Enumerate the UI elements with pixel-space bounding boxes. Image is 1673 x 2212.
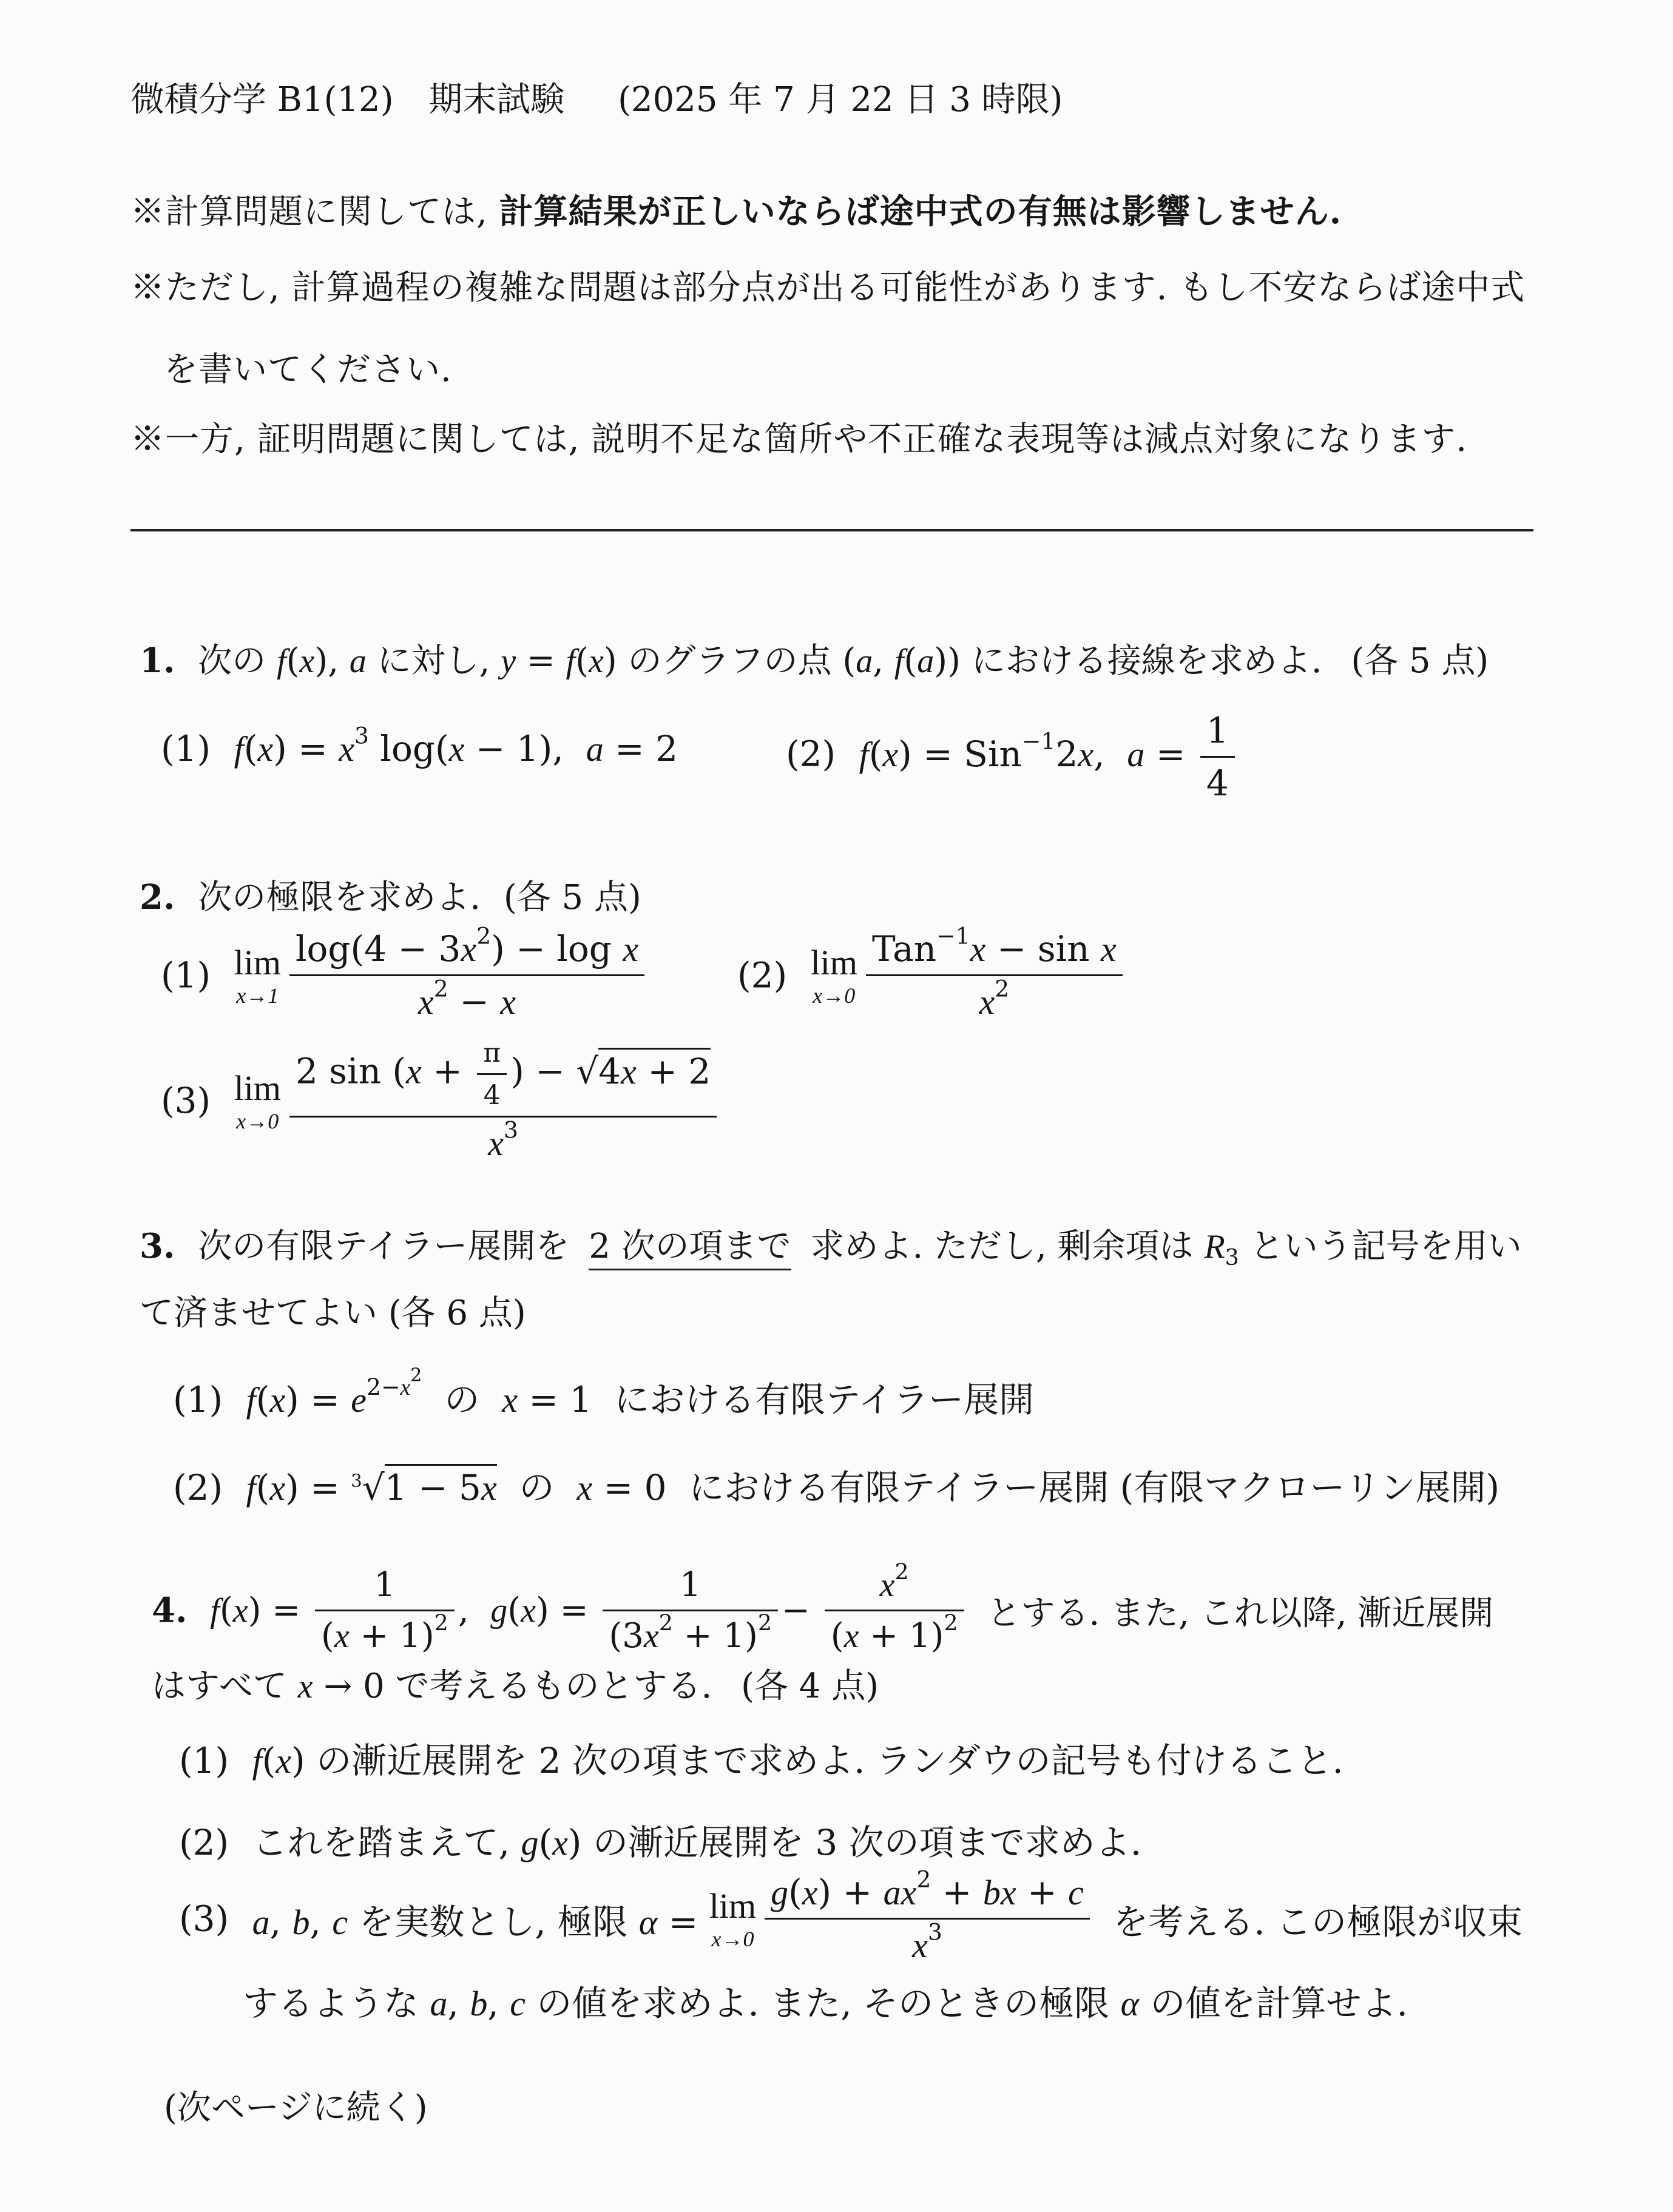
question-4-cont: はすべて x → 0 で考えるものとする. (各 4 点) xyxy=(152,1667,879,1706)
question-3: 3. 次の有限テイラー展開を 2 次の項まで 求めよ. ただし, 剰余項は $R_3$ という記号を用い xyxy=(140,1226,1522,1271)
q3-underlined: 2 次の項まで xyxy=(589,1227,791,1270)
note-2-cont: を書いてください. xyxy=(164,350,452,389)
exam-type: 期末試験 xyxy=(428,80,565,120)
question-4: 4. f(x) = $\frac{1}{(x + 1)^2}$ , g(x) = $\frac{1}{(3x^2 + 1)^2}$ − $\frac{x^2}{(x + 1)^2}$ とする. また, これ以降, 漸近展開 xyxy=(152,1559,1494,1656)
q2-part-1: (1) lim x→1 $\frac{\log(4 - 3x^2) - \log x}{x^2 - x}$ xyxy=(161,928,648,1022)
exam-date: (2025 年 7 月 22 日 3 時限) xyxy=(618,80,1063,120)
note-1-bold: 計算結果が正しいならば途中式の有無は影響しません. xyxy=(499,192,1342,232)
divider xyxy=(130,529,1533,531)
course-name: 微積分学 B1(12) xyxy=(130,80,394,120)
note-1 xyxy=(130,185,1342,234)
q4-part-3: (3) a, b, c を実数とし, 極限 α = lim x→0 $\frac{g(x) + ax^2 + bx + c}{x^3}$ を考える. この極限が収束 xyxy=(179,1866,1523,1965)
question-3-cont: て済ませてよい (各 6 点) xyxy=(140,1293,526,1333)
note-1-text: ※計算問題に関しては, xyxy=(130,192,499,232)
page-title xyxy=(130,73,1063,121)
continued-note: (次ページに続く) xyxy=(164,2088,428,2128)
q2-part-2: (2) lim x→0 $\frac{Tan^{-1}x - \sin x}{x^2}$ xyxy=(737,928,1126,1022)
question-2: 2. 次の極限を求めよ. (各 5 点) xyxy=(140,877,641,917)
q4-part-1: (1) f(x) の漸近展開を 2 次の項まで求めよ. ランダウの記号も付けること. xyxy=(179,1740,1343,1781)
q3-part-2: (2) f(x) = $^3$√1 − 5x の x = 0 における有限テイラー展開 (有限マクローリン展開) xyxy=(173,1459,1499,1510)
q1-part-1: (1) $f(x) = x^3$ log(x − 1), a = 2 xyxy=(161,722,678,769)
q4-part-2: (2) これを踏まえて, g(x) の漸近展開を 3 次の項まで求めよ. xyxy=(179,1822,1142,1863)
q4-points: (各 4 点) xyxy=(741,1667,879,1706)
q4-part-3-cont: するような a, b, c の値を求めよ. また, そのときの極限 α の値を計算せよ. xyxy=(243,1983,1408,2024)
note-3: ※一方, 証明問題に関しては, 説明不足な箇所や不正確な表現等は減点対象になります. xyxy=(130,420,1468,459)
q3-part-1: (1) $f(x) = e^{2-x^2}$ の x = 1 における有限テイラー展開 xyxy=(173,1364,1035,1420)
q1-points: (各 5 点) xyxy=(1351,641,1489,681)
q2-part-3: (3) lim x→0 2 sin (x + $\frac{\pi}{4}$ ) − √4x + 2 $x^3$ xyxy=(161,1037,720,1164)
note-2: ※ただし, 計算過程の複雑な問題は部分点が出る可能性があります. もし不安ならば途中式 xyxy=(130,268,1526,308)
question-1: 1. 次の f(x), a に対し, y = f(x) のグラフの点 (a, f(a)) における接線を求めよ. (各 5 点) xyxy=(140,641,1489,681)
q2-points: (各 5 点) xyxy=(503,878,641,917)
q1-part-2: (2) f(x) = Sin$^{-1}$2x, a = $\frac{1}{4}$ xyxy=(786,710,1239,804)
q3-points: (各 6 点) xyxy=(388,1293,526,1333)
